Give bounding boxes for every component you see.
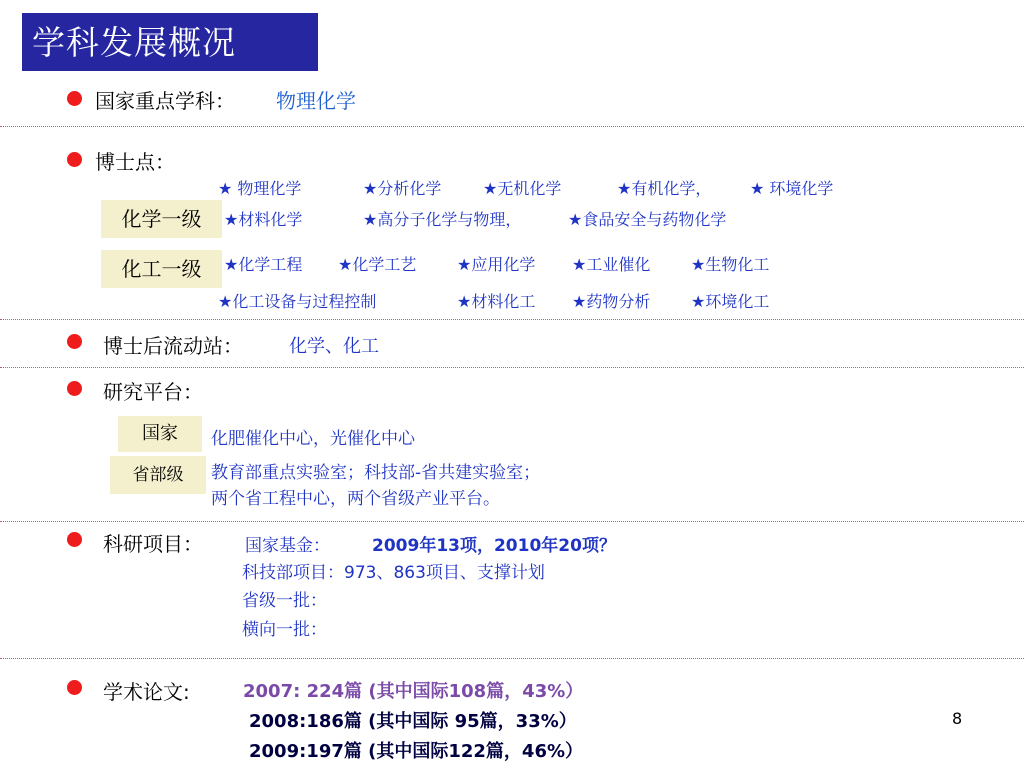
ministry-projects: 科技部项目：973、863项目、支撑计划: [242, 563, 545, 583]
bullet-icon: [67, 532, 82, 547]
page-title: 学科发展概况: [32, 23, 236, 62]
program-item: ★材料化学: [224, 210, 303, 229]
program-item: ★ 环境化学: [750, 179, 834, 198]
doctoral-label: 博士点：: [95, 150, 175, 174]
program-item: ★食品安全与药物化学: [568, 210, 727, 229]
program-item: ★工业催化: [572, 255, 651, 274]
postdoc-value: 化学、化工: [289, 336, 379, 357]
program-item: ★应用化学: [457, 255, 536, 274]
papers-2007: 2007: 224篇 (其中国际108篇，43%）: [243, 681, 584, 702]
page-number: 8: [952, 709, 963, 728]
program-item: ★生物化工: [691, 255, 770, 274]
divider: [0, 126, 1024, 127]
bullet-icon: [67, 334, 82, 349]
engineering-level-tag: 化工一级: [101, 250, 222, 288]
provincial-projects: 省级一批：: [242, 591, 327, 611]
national-level-tag: 国家: [118, 416, 202, 452]
program-item: ★环境化工: [691, 292, 770, 311]
bullet-icon: [67, 680, 82, 695]
horizontal-projects: 横向一批：: [242, 620, 327, 640]
program-item: ★材料化工: [457, 292, 536, 311]
national-fund-value: 2009年13项，2010年20项？: [372, 536, 616, 556]
national-platforms-text: 化肥催化中心，光催化中心: [211, 429, 415, 449]
projects-label: 科研项目：: [103, 532, 203, 556]
key-discipline-value: 物理化学: [276, 89, 356, 113]
bullet-icon: [67, 381, 82, 396]
provincial-level-tag: 省部级: [110, 456, 206, 494]
papers-2008: 2008:186篇 (其中国际 95篇，33%）: [249, 711, 577, 732]
divider: [0, 367, 1024, 368]
divider: [0, 658, 1024, 659]
program-item: ★高分子化学与物理，: [363, 210, 522, 229]
divider: [0, 521, 1024, 522]
bullet-icon: [67, 91, 82, 106]
papers-label: 学术论文:: [103, 680, 190, 704]
program-item: ★ 物理化学: [218, 179, 302, 198]
provincial-platforms-line1: 教育部重点实验室；科技部-省共建实验室；: [211, 463, 541, 483]
provincial-platforms-line2: 两个省工程中心，两个省级产业平台。: [211, 489, 500, 509]
program-item: ★化学工程: [224, 255, 303, 274]
national-fund-label: 国家基金：: [245, 536, 330, 556]
program-item: ★化学工艺: [338, 255, 417, 274]
papers-2009: 2009:197篇 (其中国际122篇，46%）: [249, 741, 584, 762]
program-item: ★药物分析: [572, 292, 651, 311]
program-item: ★化工设备与过程控制: [218, 292, 377, 311]
chemistry-level-tag: 化学一级: [101, 200, 222, 238]
program-item: ★无机化学: [483, 179, 562, 198]
divider: [0, 319, 1024, 320]
postdoc-label: 博士后流动站：: [103, 334, 243, 358]
program-item: ★有机化学，: [617, 179, 712, 198]
bullet-icon: [67, 152, 82, 167]
program-item: ★分析化学: [363, 179, 442, 198]
platform-label: 研究平台：: [103, 380, 203, 404]
key-discipline-label: 国家重点学科：: [95, 89, 235, 113]
